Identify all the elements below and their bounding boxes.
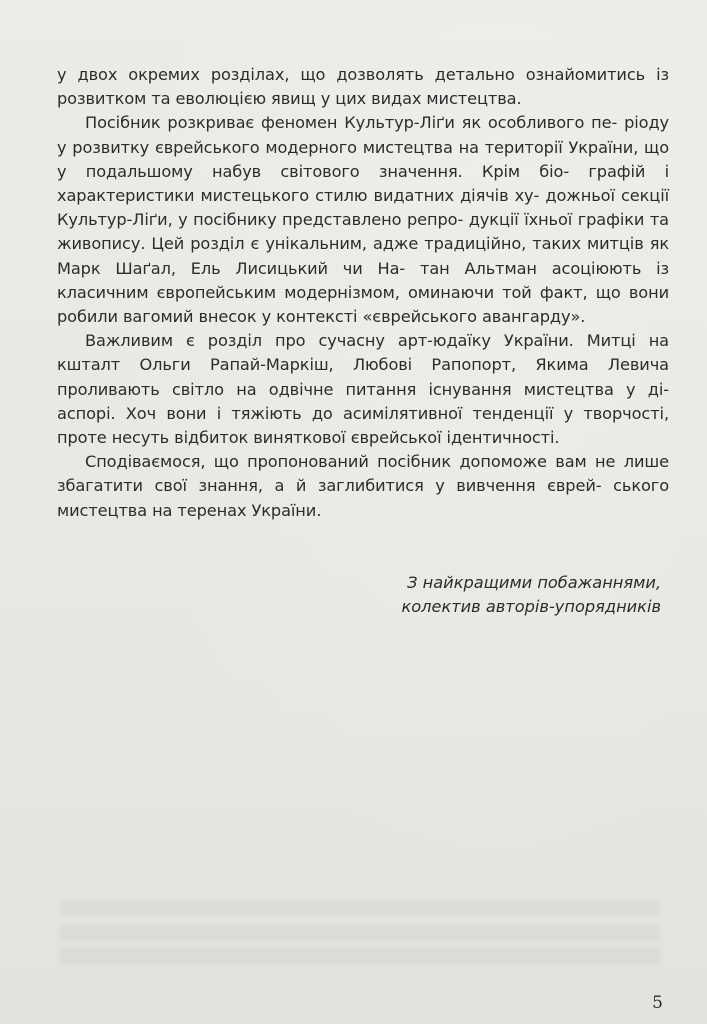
text-line: графій і характеристики мистецького стилю видатних діячів ху- (57, 161, 670, 206)
text-line: тан Альтман асоціюють із класичним європейським модернізмом, (57, 258, 670, 302)
paragraph-2 (57, 111, 669, 329)
signature-line-2: колектив авторів-упорядників (401, 597, 661, 617)
body-text (57, 63, 669, 523)
text-line: у двох окремих розділах, що дозволять детально ознайомитись із (57, 65, 669, 84)
text-line: лише збагатити свої знання, а й заглибитися у вивчення єврей- (57, 452, 670, 496)
text-line: дукції їхньої графіки та живопису. Цей розділ є унікальним, адже (57, 210, 669, 254)
text-line: «єврейського авангарду». (362, 307, 586, 327)
text-line: аспорі. Хоч вони і тяжіють до асимілятивної тенденції у творчості, (57, 403, 669, 423)
text-line: Важливим є розділ про сучасну арт-юдаїку України. Митці на (85, 331, 669, 351)
text-line: розвитком та еволюцією явищ у цих видах мистецтва. (57, 89, 522, 109)
text-line: ського мистецтва на теренах України. (57, 476, 670, 520)
text-line: Посібник розкриває феномен Культур-Ліґи як особливого пе- (85, 113, 618, 133)
signature (401, 571, 661, 619)
text-line: України, що у подальшому набув світового значення. Крім біо- (57, 137, 670, 181)
paragraph-1 (57, 63, 669, 111)
paragraph-4 (57, 450, 669, 523)
paragraph-3 (57, 329, 669, 450)
show-through-texture (60, 900, 660, 970)
text-line: проливають світло на одвічне питання існування мистецтва у ді- (57, 379, 669, 399)
text-line: проте несуть відбиток виняткової єврейської ідентичності. (57, 428, 560, 448)
text-line: Сподіваємося, що пропонований посібник допоможе вам не (85, 452, 616, 472)
page-number: 5 (652, 993, 663, 1013)
text-line: оминаючи той факт, що вони робили вагомий внесок у контексті (57, 282, 669, 327)
text-line: традиційно, таких митців як Марк Шаґал, Ель Лисицький чи На- (57, 234, 670, 278)
text-line: кшталт Ольги Рапай-Маркіш, Любові Рапопорт, Якима Левича (57, 355, 669, 375)
text-line: ріоду у розвитку єврейського модерного мистецтва на території (57, 113, 670, 157)
signature-line-1: З найкращими побажаннями, (407, 573, 661, 592)
text-line: дожньої секції Культур-Ліґи, у посібнику представлено репро- (57, 186, 670, 230)
